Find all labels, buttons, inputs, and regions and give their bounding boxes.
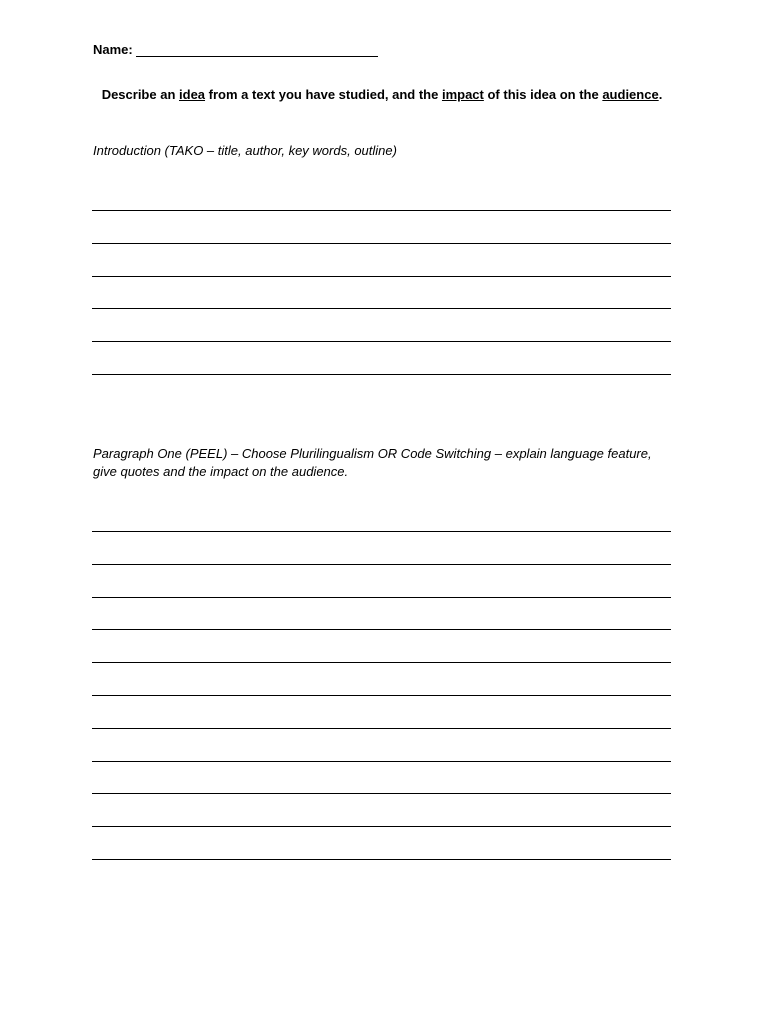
introduction-label: Introduction (TAKO – title, author, key words, outline) bbox=[93, 143, 397, 158]
introduction-writing-line-5[interactable] bbox=[92, 341, 671, 342]
introduction-writing-line-2[interactable] bbox=[92, 243, 671, 244]
prompt-text-2: from a text you have studied, and the bbox=[205, 87, 442, 102]
paragraph-one-writing-line-3[interactable] bbox=[92, 597, 671, 598]
prompt-keyword-impact: impact bbox=[441, 87, 484, 102]
paragraph-one-writing-line-4[interactable] bbox=[92, 629, 671, 630]
introduction-writing-line-6[interactable] bbox=[92, 374, 671, 375]
name-row bbox=[93, 42, 378, 57]
paragraph-one-writing-line-8[interactable] bbox=[92, 761, 671, 762]
paragraph-one-writing-line-1[interactable] bbox=[92, 531, 671, 532]
paragraph-one-writing-line-5[interactable] bbox=[92, 662, 671, 663]
name-label: Name: bbox=[93, 42, 133, 57]
essay-prompt bbox=[93, 87, 671, 102]
paragraph-one-label: Paragraph One (PEEL) – Choose Plurilingualism OR Code Switching – explain language feature, give quotes and the impact on the audience. bbox=[93, 446, 652, 479]
paragraph-one-writing-line-10[interactable] bbox=[92, 826, 671, 827]
prompt-text-1: Describe an bbox=[101, 87, 180, 102]
introduction-writing-line-4[interactable] bbox=[92, 308, 671, 309]
paragraph-one-writing-line-6[interactable] bbox=[92, 695, 671, 696]
prompt-text-4: . bbox=[658, 87, 663, 102]
prompt-keyword-idea: idea bbox=[179, 87, 206, 102]
paragraph-one-writing-line-11[interactable] bbox=[92, 859, 671, 860]
prompt-text-3: of this idea on the bbox=[483, 87, 603, 102]
paragraph-one-writing-line-2[interactable] bbox=[92, 564, 671, 565]
introduction-writing-line-1[interactable] bbox=[92, 210, 671, 211]
name-input-line[interactable] bbox=[136, 56, 378, 57]
paragraph-one-writing-line-7[interactable] bbox=[92, 728, 671, 729]
paragraph-one-writing-line-9[interactable] bbox=[92, 793, 671, 794]
prompt-keyword-audience: audience bbox=[602, 87, 659, 102]
introduction-writing-line-3[interactable] bbox=[92, 276, 671, 277]
